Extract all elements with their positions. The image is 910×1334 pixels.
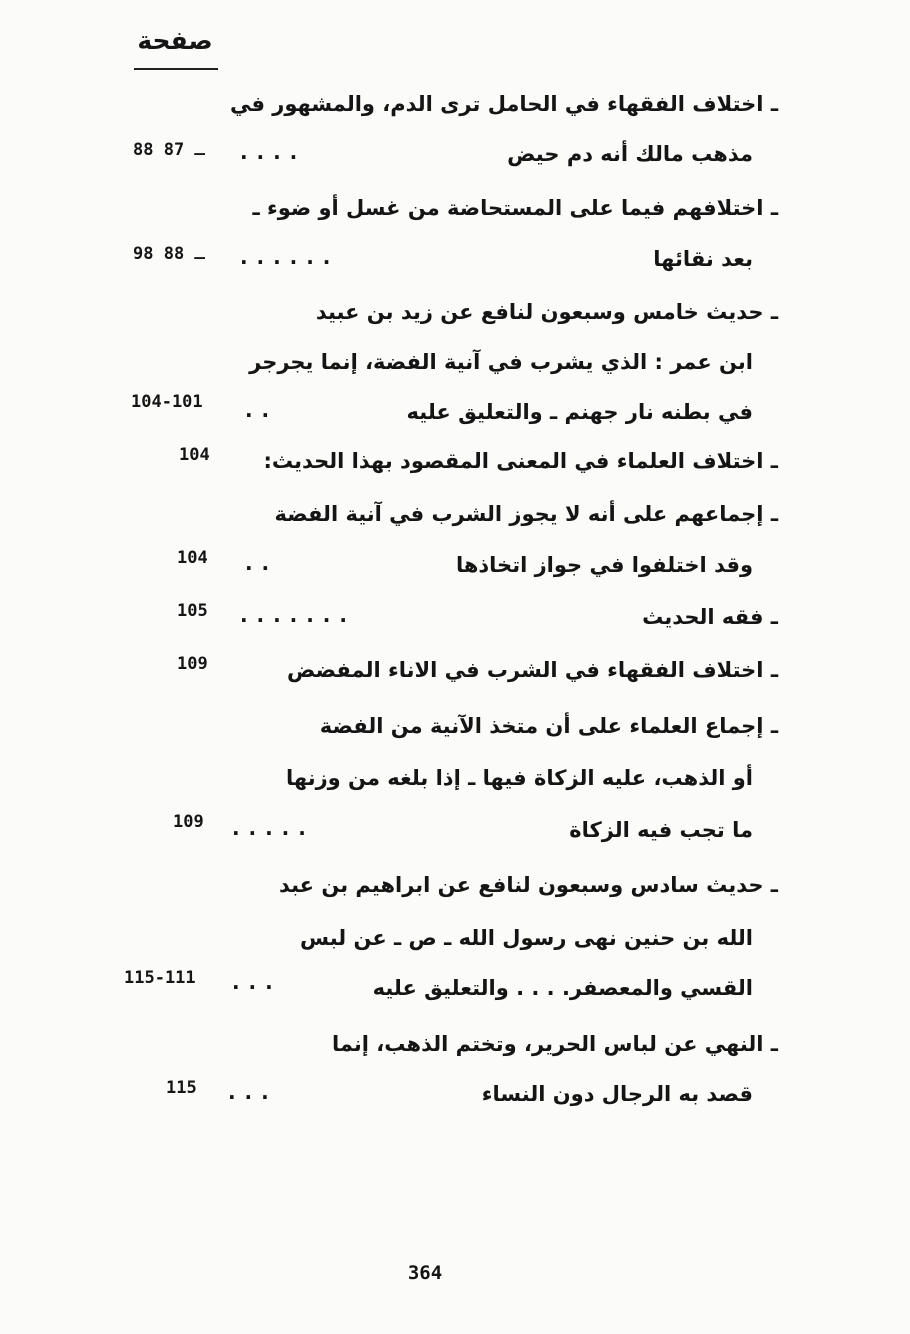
entry-line: بعد نقائها [653, 247, 753, 271]
entry-line: ابن عمر : الذي يشرب في آنية الفضة، إنما يجرجر [249, 350, 753, 374]
page-range: 104-101 [131, 392, 203, 412]
page-number: 115 [166, 1078, 197, 1098]
leader-dots: . . . . . . [240, 245, 332, 269]
page-number: 109 [173, 812, 204, 832]
entry-line: ـ إجماعهم على أنه لا يجوز الشرب في آنية الفضة [274, 502, 778, 526]
leader-dots: . . [245, 551, 271, 575]
leader-dots: . . . [228, 1080, 270, 1104]
entry-line: ـ إجماع العلماء على أن متخذ الآنية من الفضة [319, 714, 778, 738]
leader-dots: . . . [232, 970, 274, 994]
entry-line: القسي والمعصفر. . . . والتعليق عليه [372, 976, 753, 1000]
leader-dots: . . . . . [232, 816, 307, 840]
leader-dots: . . . . [240, 140, 299, 164]
header-underline [134, 68, 218, 70]
page-number: 109 [177, 654, 208, 674]
leader-dots: . . [245, 398, 271, 422]
entry-line: مذهب مالك أنه دم حيض [507, 142, 753, 166]
entry-line: قصد به الرجال دون النساء [481, 1082, 753, 1106]
entry-line: ـ حديث خامس وسبعون لنافع عن زيد بن عبيد [315, 300, 778, 324]
page-column-header: صفحة [137, 26, 213, 55]
page-number: 104 [177, 548, 208, 568]
entry-line: ـ اختلاف العلماء في المعنى المقصود بهذا الحديث: [263, 449, 778, 473]
entry-line: وقد اختلفوا في جواز اتخاذها [455, 553, 753, 577]
leader-dots: . . . . . . . [240, 603, 348, 627]
entry-line: ـ حديث سادس وسبعون لنافع عن ابراهيم بن عبد [278, 873, 778, 897]
page-number: 104 [179, 445, 210, 465]
page-footer-number: 364 [407, 1262, 443, 1284]
entry-line: ـ اختلافهم فيما على المستحاضة من غسل أو ضوء ـ [252, 196, 778, 220]
page-range: 115-111 [124, 968, 196, 988]
entry-line: ـ النهي عن لباس الحرير، وتختم الذهب، إنما [331, 1032, 778, 1056]
page-number: 105 [177, 601, 208, 621]
entry-line: أو الذهب، عليه الزكاة فيها ـ إذا بلغه من وزنها [285, 766, 753, 790]
page-range: 98 ـ 88 [133, 244, 205, 264]
entry-line: الله بن حنين نهى رسول الله ـ ص ـ عن لبس [300, 926, 753, 950]
entry-line: ـ اختلاف الفقهاء في الحامل ترى الدم، والمشهور في [229, 92, 778, 116]
entry-line: ما تجب فيه الزكاة [569, 818, 753, 842]
entry-line: في بطنه نار جهنم ـ والتعليق عليه [406, 400, 753, 424]
entry-line: ـ فقه الحديث [642, 605, 778, 629]
entry-line: ـ اختلاف الفقهاء في الشرب في الاناء المفضض [287, 658, 778, 682]
page-range: 88 ـ 87 [133, 140, 205, 160]
